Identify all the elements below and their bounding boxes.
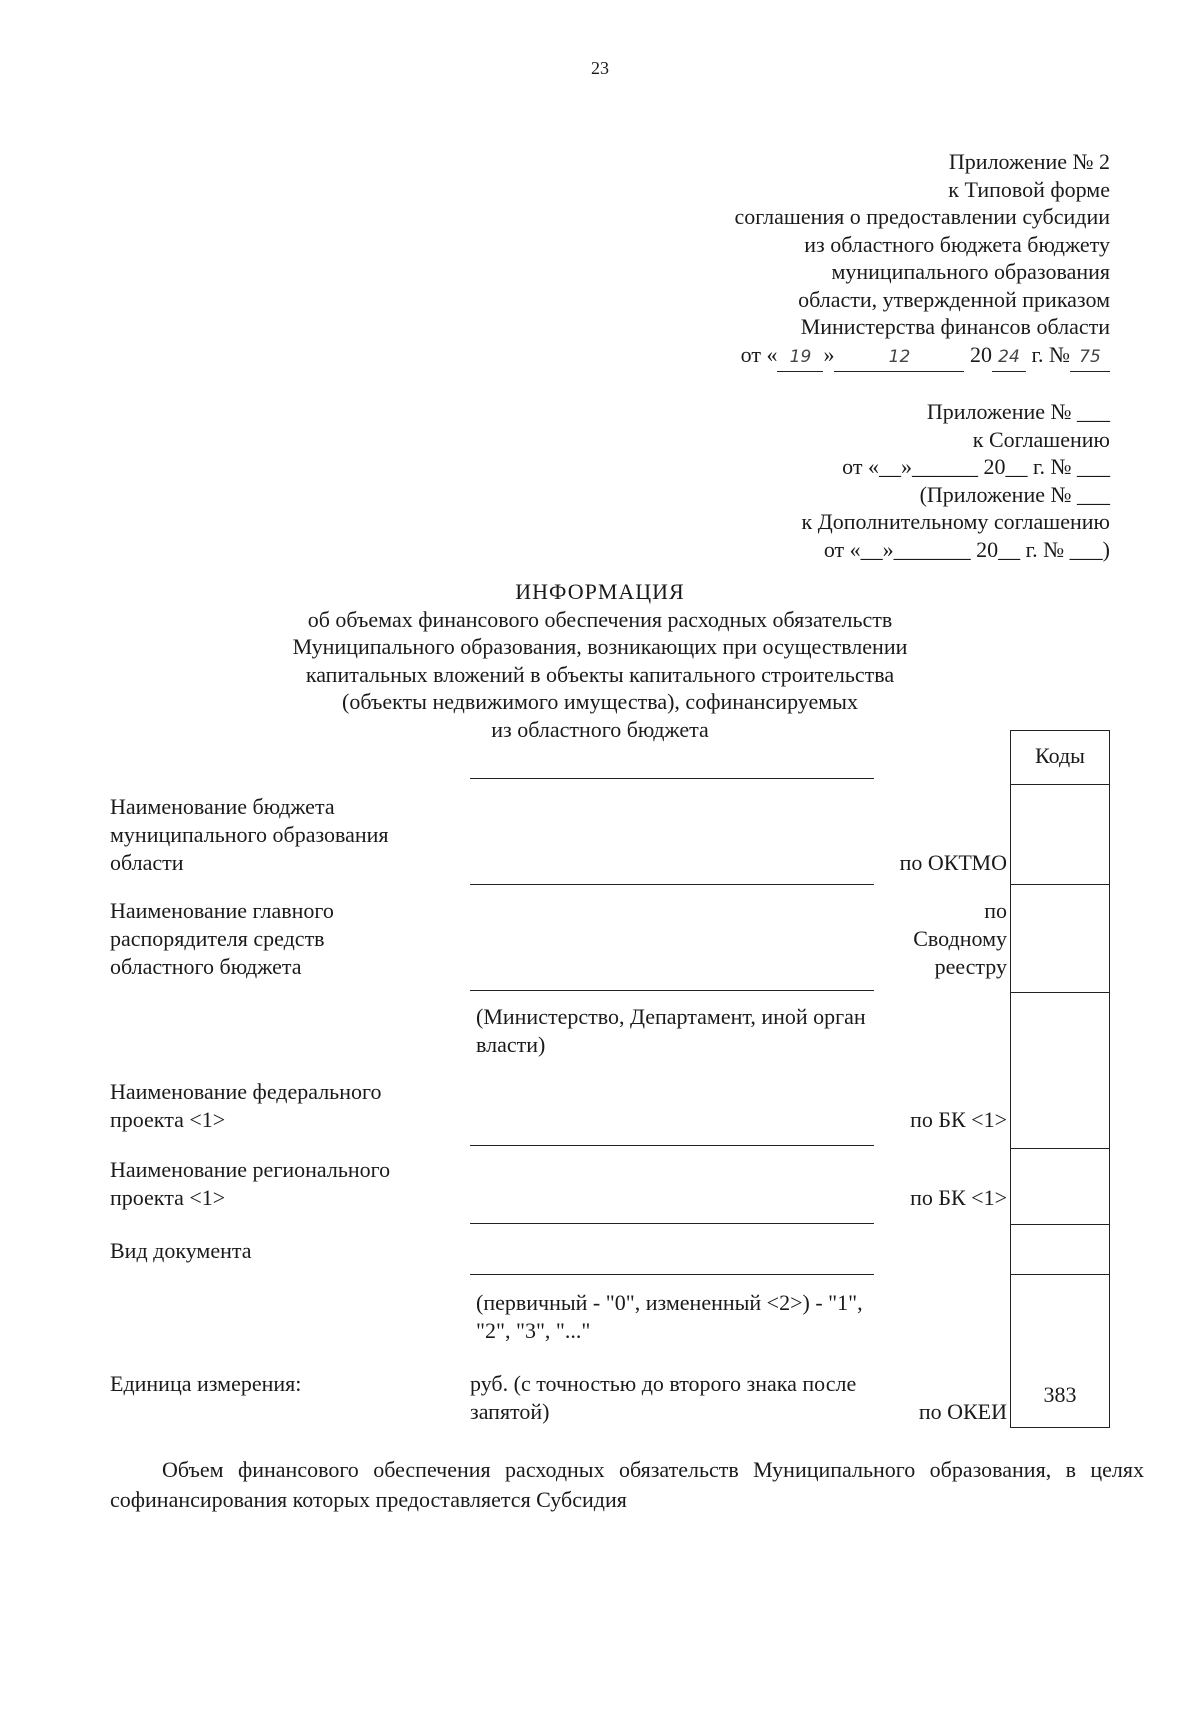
chief-admin-label [110, 897, 440, 981]
oktmo-label: по ОКТМО [899, 850, 1007, 875]
annex-line: муниципального образования [831, 259, 1110, 284]
codes-header: Коды [1011, 731, 1109, 785]
regional-project-line [470, 1223, 874, 1224]
agreement-line: от «__»_______ 20__ г. № ___) [823, 536, 1110, 562]
budget-name-bottom-line [470, 884, 874, 885]
code-cell-doc [1011, 1225, 1109, 1275]
date-year-prefix: 20 [969, 341, 992, 367]
handwritten-number: 75 [1079, 346, 1101, 367]
agreement-line: от «__»______ 20__ г. № ___ [842, 454, 1110, 479]
agreement-header [802, 398, 1110, 563]
date-mid: » [823, 341, 835, 367]
chief-admin-line [470, 990, 874, 991]
final-paragraph: Объем финансового обеспечения расходных обязательств Муниципального образования, в целях софинансирования которых предоставляется Субсидия [110, 1457, 1144, 1512]
budget-name-label: Наименование бюджета муниципального образования области [110, 794, 389, 875]
title-heading: ИНФОРМАЦИЯ [515, 579, 685, 604]
annex-line: Министерства финансов области [800, 314, 1110, 339]
agreement-line: Приложение № ___ [926, 399, 1110, 424]
svod-label [913, 897, 1007, 981]
chief-admin-hint: (Министерство, Департамент, иной орган власти) [476, 1004, 866, 1057]
title-line: Муниципального образования, возникающих при осуществлении [292, 634, 908, 659]
handwritten-year: 24 [998, 346, 1020, 367]
code-cell-okei: 383 [1011, 1275, 1109, 1428]
federal-project-line [470, 1145, 874, 1146]
code-cell-svod [1011, 885, 1109, 993]
annex-header [734, 148, 1110, 372]
annex-line: соглашения о предоставлении субсидии [734, 204, 1110, 229]
date-num-prefix: г. № [1031, 341, 1070, 367]
regional-project-label: Наименование регионального проекта <1> [110, 1157, 391, 1210]
federal-project-code-label: по БК <1> [910, 1107, 1007, 1132]
budget-name-line [470, 778, 874, 779]
annex-date-line [734, 341, 1110, 373]
regional-project-code-label: по БК <1> [910, 1185, 1007, 1210]
code-cell-oktmo [1011, 785, 1109, 885]
agreement-line: к Соглашению [972, 426, 1110, 452]
title-line: из областного бюджета [491, 716, 709, 742]
codes-table [1010, 730, 1110, 1428]
code-cell-reg [1011, 1149, 1109, 1225]
document-type-line [470, 1274, 874, 1275]
document-type-hint: (первичный - "0", измененный <2>) - "1", "2", "3", "..." [476, 1290, 863, 1343]
chief-admin-label-line: Наименование главного [110, 898, 334, 923]
annex-line: Приложение № 2 [948, 149, 1110, 174]
federal-project-label: Наименование федерального проекта <1> [110, 1079, 382, 1132]
title-line: (объекты недвижимого имущества), софинансируемых [342, 689, 858, 714]
document-title [0, 578, 1200, 743]
annex-line: области, утвержденной приказом [798, 286, 1110, 312]
code-cell-fed [1011, 993, 1109, 1149]
document-type-label: Вид документа [110, 1238, 252, 1263]
chief-admin-label-line: областного бюджета [110, 954, 302, 979]
agreement-line: (Приложение № ___ [919, 481, 1110, 507]
title-line: капитальных вложений в объекты капитального строительства [305, 661, 895, 687]
title-line: об объемах финансового обеспечения расходных обязательств [307, 606, 893, 632]
chief-admin-label-line: распорядителя средств [110, 926, 325, 951]
date-prefix: от « [740, 341, 778, 367]
agreement-line: к Дополнительному соглашению [801, 509, 1110, 534]
handwritten-month: 12 [888, 346, 911, 367]
unit-label: Единица измерения: [110, 1371, 302, 1396]
svod-label-line: реестру [934, 954, 1007, 979]
handwritten-day: 19 [789, 346, 812, 367]
annex-line: к Типовой форме [948, 176, 1110, 202]
svod-label-line: Сводному [913, 926, 1007, 951]
page-number: 23 [591, 58, 609, 78]
unit-value: руб. (с точностью до второго знака после запятой) [470, 1371, 857, 1424]
annex-line: из областного бюджета бюджету [804, 231, 1110, 257]
okei-label: по ОКЕИ [918, 1399, 1007, 1424]
svod-label-line: по [984, 898, 1007, 923]
